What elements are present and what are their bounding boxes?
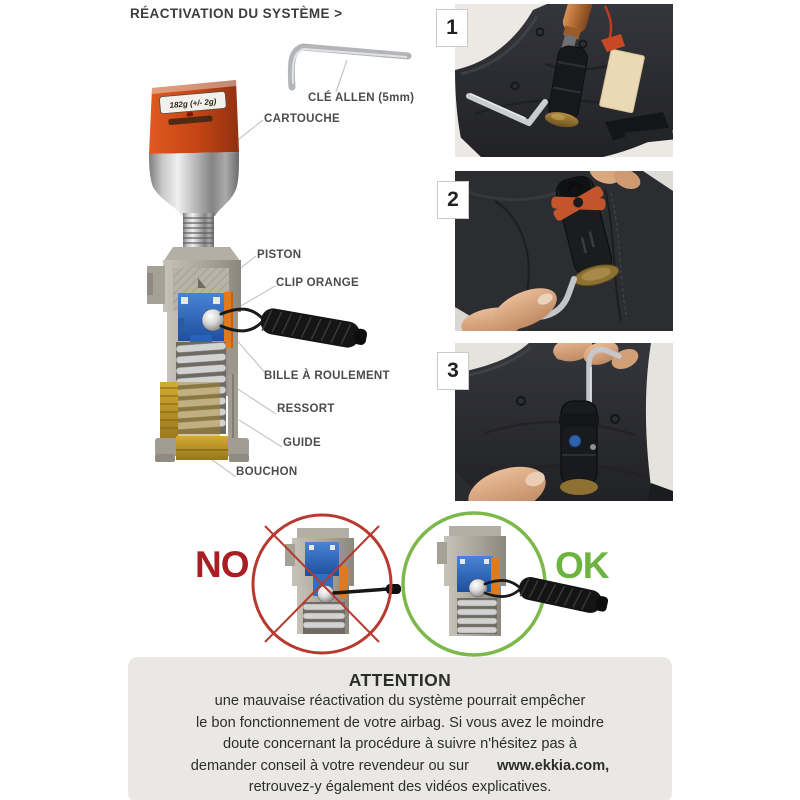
step-1-number: 1	[446, 16, 458, 39]
label-piston: PISTON	[257, 249, 302, 261]
trigger-mechanism-photo	[559, 401, 599, 495]
attention-line-4-text: demander conseil à votre revendeur ou sur	[190, 757, 470, 774]
label-cartridge: CARTOUCHE	[264, 113, 340, 125]
cap-part	[155, 436, 249, 462]
step-photo-3	[455, 343, 673, 501]
label-allen-key: CLÉ ALLEN (5mm)	[308, 92, 415, 104]
step-3-badge	[437, 352, 469, 390]
step-1-badge	[436, 9, 468, 47]
step-3-number: 3	[447, 359, 459, 382]
attention-line-3: doute concernant la procédure à suivre n'hésitez pas à	[222, 736, 578, 752]
label-ball: BILLE À ROULEMENT	[264, 370, 390, 382]
cartridge-weight-label: 182g (+/- 2g)	[169, 96, 217, 111]
label-guide: GUIDE	[283, 437, 321, 449]
no-label: NO	[195, 544, 249, 585]
pull-cord	[221, 307, 369, 351]
attention-title: ATTENTION	[348, 670, 452, 690]
cartridge-illustration	[149, 80, 239, 249]
attention-line-4	[128, 756, 672, 778]
attention-line-2: le bon fonctionnement de votre airbag. Si vous avez le moindre	[195, 714, 605, 731]
attention-line-4-comma: ,	[605, 757, 610, 774]
step-photo-1	[455, 4, 673, 157]
label-cap: BOUCHON	[236, 466, 298, 478]
allen-key-icon	[291, 47, 408, 87]
attention-box	[128, 657, 672, 800]
page-title: RÉACTIVATION DU SYSTÈME >	[130, 6, 343, 21]
website-url: www.ekkia.com	[497, 757, 606, 774]
label-spring: RESSORT	[277, 403, 335, 415]
step-photo-2	[455, 171, 673, 331]
ball-bearing-part	[202, 309, 224, 331]
ok-label: OK	[555, 545, 609, 586]
step-2-badge	[437, 181, 469, 219]
blue-button-photo	[569, 435, 581, 447]
attention-line-1: une mauvaise réactivation du système pourrait empêcher	[214, 693, 586, 709]
attention-line-5: retrouvez-y également des vidéos explicatives.	[248, 779, 552, 795]
step-2-number: 2	[447, 188, 459, 211]
label-clip: CLIP ORANGE	[276, 277, 359, 289]
